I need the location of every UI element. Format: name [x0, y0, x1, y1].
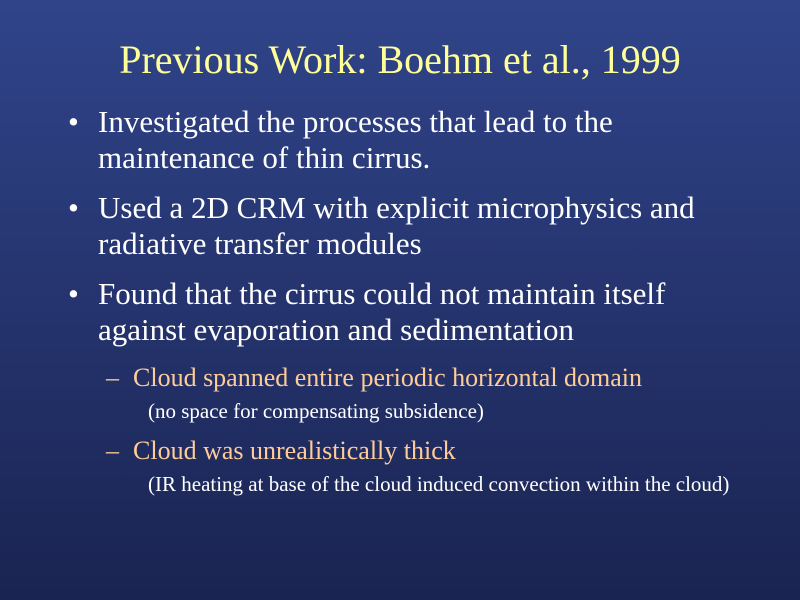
- sub-bullet-text: Cloud spanned entire periodic horizontal domain: [133, 363, 643, 392]
- sub-bullet-marker: –: [106, 363, 119, 392]
- sub-bullet-text: Cloud was unrealistically thick: [133, 436, 456, 465]
- bullet-text: Found that the cirrus could not maintain itself against evaporation and sedimentation: [98, 276, 666, 347]
- slide-title: Previous Work: Boehm et al., 1999: [119, 37, 681, 82]
- bullet-marker: •: [68, 190, 79, 225]
- bullet-text: Used a 2D CRM with explicit microphysics and radiative transfer modules: [98, 190, 695, 261]
- sub-bullet-note: (no space for compensating subsidence): [148, 399, 484, 423]
- bullet-marker: •: [68, 104, 79, 139]
- sub-bullet-marker: –: [106, 436, 119, 465]
- sub-bullet-item: [106, 362, 693, 394]
- bullet-item: [68, 104, 758, 176]
- bullet-text: Investigated the processes that lead to the maintenance of thin cirrus.: [98, 104, 613, 175]
- bullet-marker: •: [68, 276, 79, 311]
- sub-bullet-note: (IR heating at base of the cloud induced convection within the cloud): [148, 472, 730, 496]
- bullet-item: [68, 190, 758, 262]
- bullet-item: [68, 276, 758, 348]
- slide-body: [0, 104, 800, 508]
- sub-bullet-item: [106, 435, 693, 467]
